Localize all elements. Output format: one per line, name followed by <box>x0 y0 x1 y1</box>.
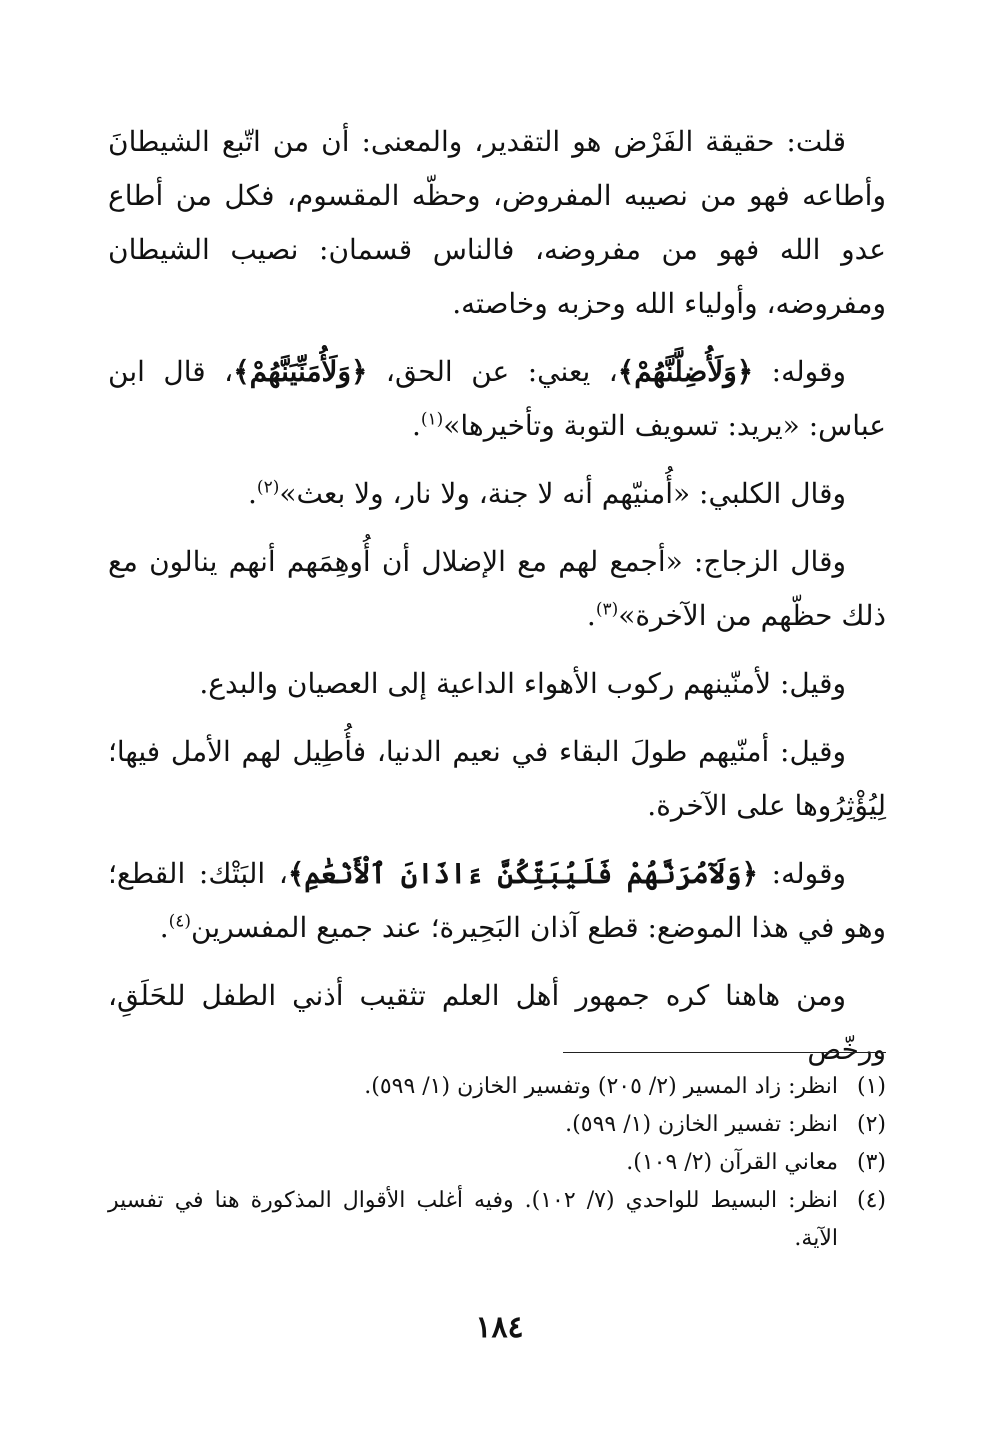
quran-quote-1: ﴿وَلَأُضِلَّنَّهُمْ﴾ <box>617 355 754 388</box>
footnote-text: انظر: البسيط للواحدي (٧/ ١٠٢). وفيه أغلب الأقوال المذكورة هنا في تفسير الآية. <box>108 1188 839 1251</box>
footnotes <box>108 1068 886 1258</box>
footnote-ref-2[interactable]: (٢) <box>256 477 280 498</box>
paragraph-3 <box>108 467 886 521</box>
paragraph-8: ومن هاهنا كره جمهور أهل العلم تثقيب أذني الطفل للحَلَقِ، ورخّص <box>108 979 886 1066</box>
page-number: ١٨٤ <box>475 1310 524 1345</box>
footnote-number: (١) <box>856 1074 886 1099</box>
quran-quote-3: ﴿وَلَآمُرَنَّهُمْ فَلَيُبَتِّكُنَّ ءَاذَانَ ٱلْأَنْعَٰمِ﴾ <box>287 857 758 890</box>
paragraph-4-text: وقال الزجاج: «أجمع لهم مع الإضلال أن أُوهِمَهم أنهم ينالون مع ذلك حظّهم من الآخرة» <box>108 545 886 632</box>
paragraph-5: وقيل: لأمنّينهم ركوب الأهواء الداعية إلى العصيان والبدع. <box>199 667 846 700</box>
paragraph-2-intro: وقوله: <box>753 355 846 388</box>
paragraph-4 <box>108 535 886 643</box>
paragraph-7-end: . <box>159 911 169 944</box>
footnote-text: انظر: زاد المسير (٢/ ٢٠٥) وتفسير الخازن (١/ ٥٩٩). <box>364 1074 838 1099</box>
paragraph-7-intro: وقوله: <box>758 857 847 890</box>
paragraph-3-text: وقال الكلبي: «أُمنيّهم أنه لا جنة، ولا نار، ولا بعث» <box>279 477 846 510</box>
footnote-number: (٤) <box>856 1188 886 1213</box>
paragraph-6: وقيل: أمنّيهم طولَ البقاء في نعيم الدنيا، فأُطِيل لهم الأمل فيها؛ لِيُؤْثِرُوها على الآخرة. <box>108 735 886 822</box>
paragraph-2-end: . <box>411 409 421 442</box>
footnote-ref-3[interactable]: (٣) <box>595 599 619 620</box>
footnote-item <box>108 1068 886 1106</box>
paragraph-4-end: . <box>586 599 596 632</box>
footnote-ref-4[interactable]: (٤) <box>168 911 192 932</box>
paragraph-3-end: . <box>248 477 257 510</box>
footnote-item <box>108 1144 886 1182</box>
paragraph-7 <box>108 847 886 955</box>
paragraph-2-text: ، يعني: عن الحق، <box>367 355 618 388</box>
footnote-item <box>108 1106 886 1144</box>
main-text <box>108 115 886 1077</box>
footnote-divider <box>563 1052 886 1053</box>
footnote-ref-1[interactable]: (١) <box>420 409 444 430</box>
paragraph-7-text: ، البَتْك: القطع؛ وهو في هذا الموضع: قطع آذان البَحِيرة؛ عند جميع المفسرين <box>108 857 886 944</box>
paragraph-2-quote: ، قال ابن عباس: «يريد: تسويف التوبة وتأخيرها» <box>108 355 886 442</box>
footnote-text: معاني القرآن (٢/ ١٠٩). <box>626 1150 838 1175</box>
footnote-number: (٢) <box>856 1112 886 1137</box>
footnote-number: (٣) <box>856 1150 886 1175</box>
paragraph-2 <box>108 345 886 453</box>
quran-quote-2: ﴿وَلَأُمَنِّيَنَّهُمْ﴾ <box>233 355 368 388</box>
footnote-text: انظر: تفسير الخازن (١/ ٥٩٩). <box>565 1112 838 1137</box>
paragraph-1: قلت: حقيقة الفَرْض هو التقدير، والمعنى: أن من اتّبع الشيطانَ وأطاعه فهو من نصيبه المفروض، وحظّه المقسوم، فكل من أطاع عدو الله فهو من مفروضه، فالناس قسمان: نصيب الشيطان ومفروضه، وأولياء الله وحزبه وخاصته. <box>108 125 886 320</box>
footnote-item <box>108 1182 886 1258</box>
